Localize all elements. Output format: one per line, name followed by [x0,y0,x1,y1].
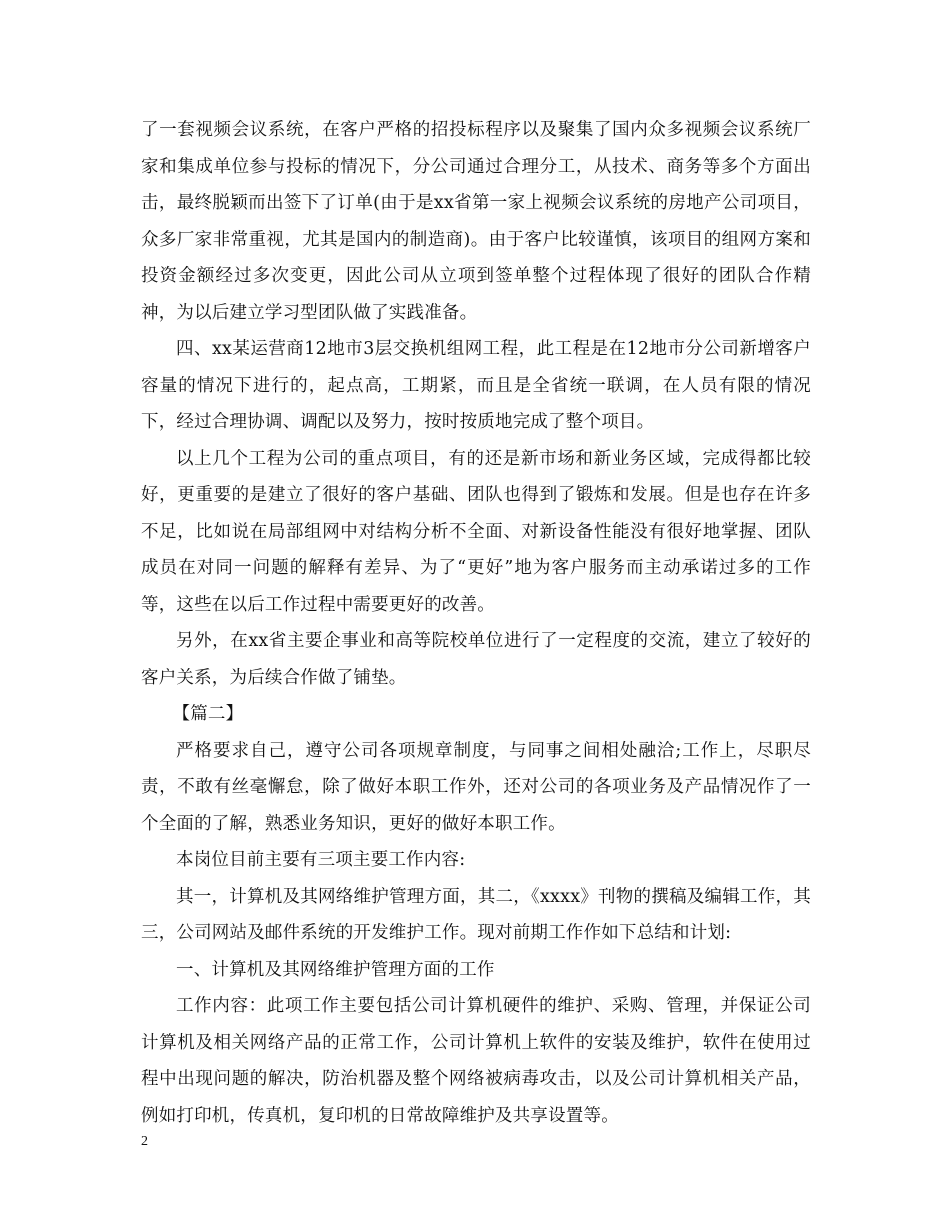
page-number: 2 [141,1134,148,1149]
paragraph-video-conference-project: 了一套视频会议系统，在客户严格的招投标程序以及聚集了国内众多视频会议系统厂家和集成单位参与投标的情况下，分公司通过合理分工，从技术、商务等多个方面出击，最终脱颖而出签下了订单(由于是xx省第一家上视频会议系统的房地产公司项目，众多厂家非常重视，尤其是国内的制造商)。由于客户比较谨慎，该项目的组网方案和投资金额经过多次变更，因此公司从立项到签单整个过程体现了很好的团队合作精神，为以后建立学习型团队做了实践准备。 [141,120,811,323]
document-body [141,112,811,1134]
paragraph-switch-network-project: 四、xx某运营商12地市3层交换机组网工程，此工程是在12地市分公司新增客户容量的情况下进行的，起点高，工期紧，而且是全省统一联调，在人员有限的情况下，经过合理协调、调配以及努力，按时按质地完成了整个项目。 [141,339,811,432]
paragraph-work-content: 工作内容：此项工作主要包括公司计算机硬件的维护、采购、管理，并保证公司计算机及相关网络产品的正常工作，公司计算机上软件的安装及维护，软件在使用过程中出现问题的解决，防治机器及整个网络被病毒攻击，以及公司计算机相关产品，例如打印机，传真机，复印机的日常故障维护及共享设置等。 [141,996,811,1126]
paragraph-customer-relations: 另外，在xx省主要企事业和高等院校单位进行了一定程度的交流，建立了较好的客户关系，为后续合作做了铺垫。 [141,631,811,688]
paragraph-three-duties: 其一，计算机及其网络维护管理方面，其二，《xxxx》刊物的撰稿及编辑工作，其三，公司网站及邮件系统的开发维护工作。现对前期工作作如下总结和计划: [141,886,811,943]
section-heading-part-two: 【篇二】 [172,704,244,724]
paragraph-work-attitude: 严格要求自己，遵守公司各项规章制度，与同事之间相处融洽;工作上，尽职尽责，不敢有丝毫懈怠，除了做好本职工作外，还对公司的各项业务及产品情况作了一个全面的了解，熟悉业务知识，更好的做好本职工作。 [141,740,811,834]
paragraph-main-duties-intro: 本岗位目前主要有三项主要工作内容: [176,850,466,870]
paragraph-projects-summary: 以上几个工程为公司的重点项目，有的还是新市场和新业务区域，完成得都比较好，更重要的是建立了很好的客户基础、团队也得到了锻炼和发展。但是也存在许多不足，比如说在局部组网中对结构分析不全面、对新设备性能没有很好地掌握、团队成员在对同一问题的解释有差异、为了“更好”地为客户服务而主动承诺过多的工作等，这些在以后工作过程中需要更好的改善。 [141,448,811,615]
subheading-network-maintenance: 一、计算机及其网络维护管理方面的工作 [176,959,495,980]
